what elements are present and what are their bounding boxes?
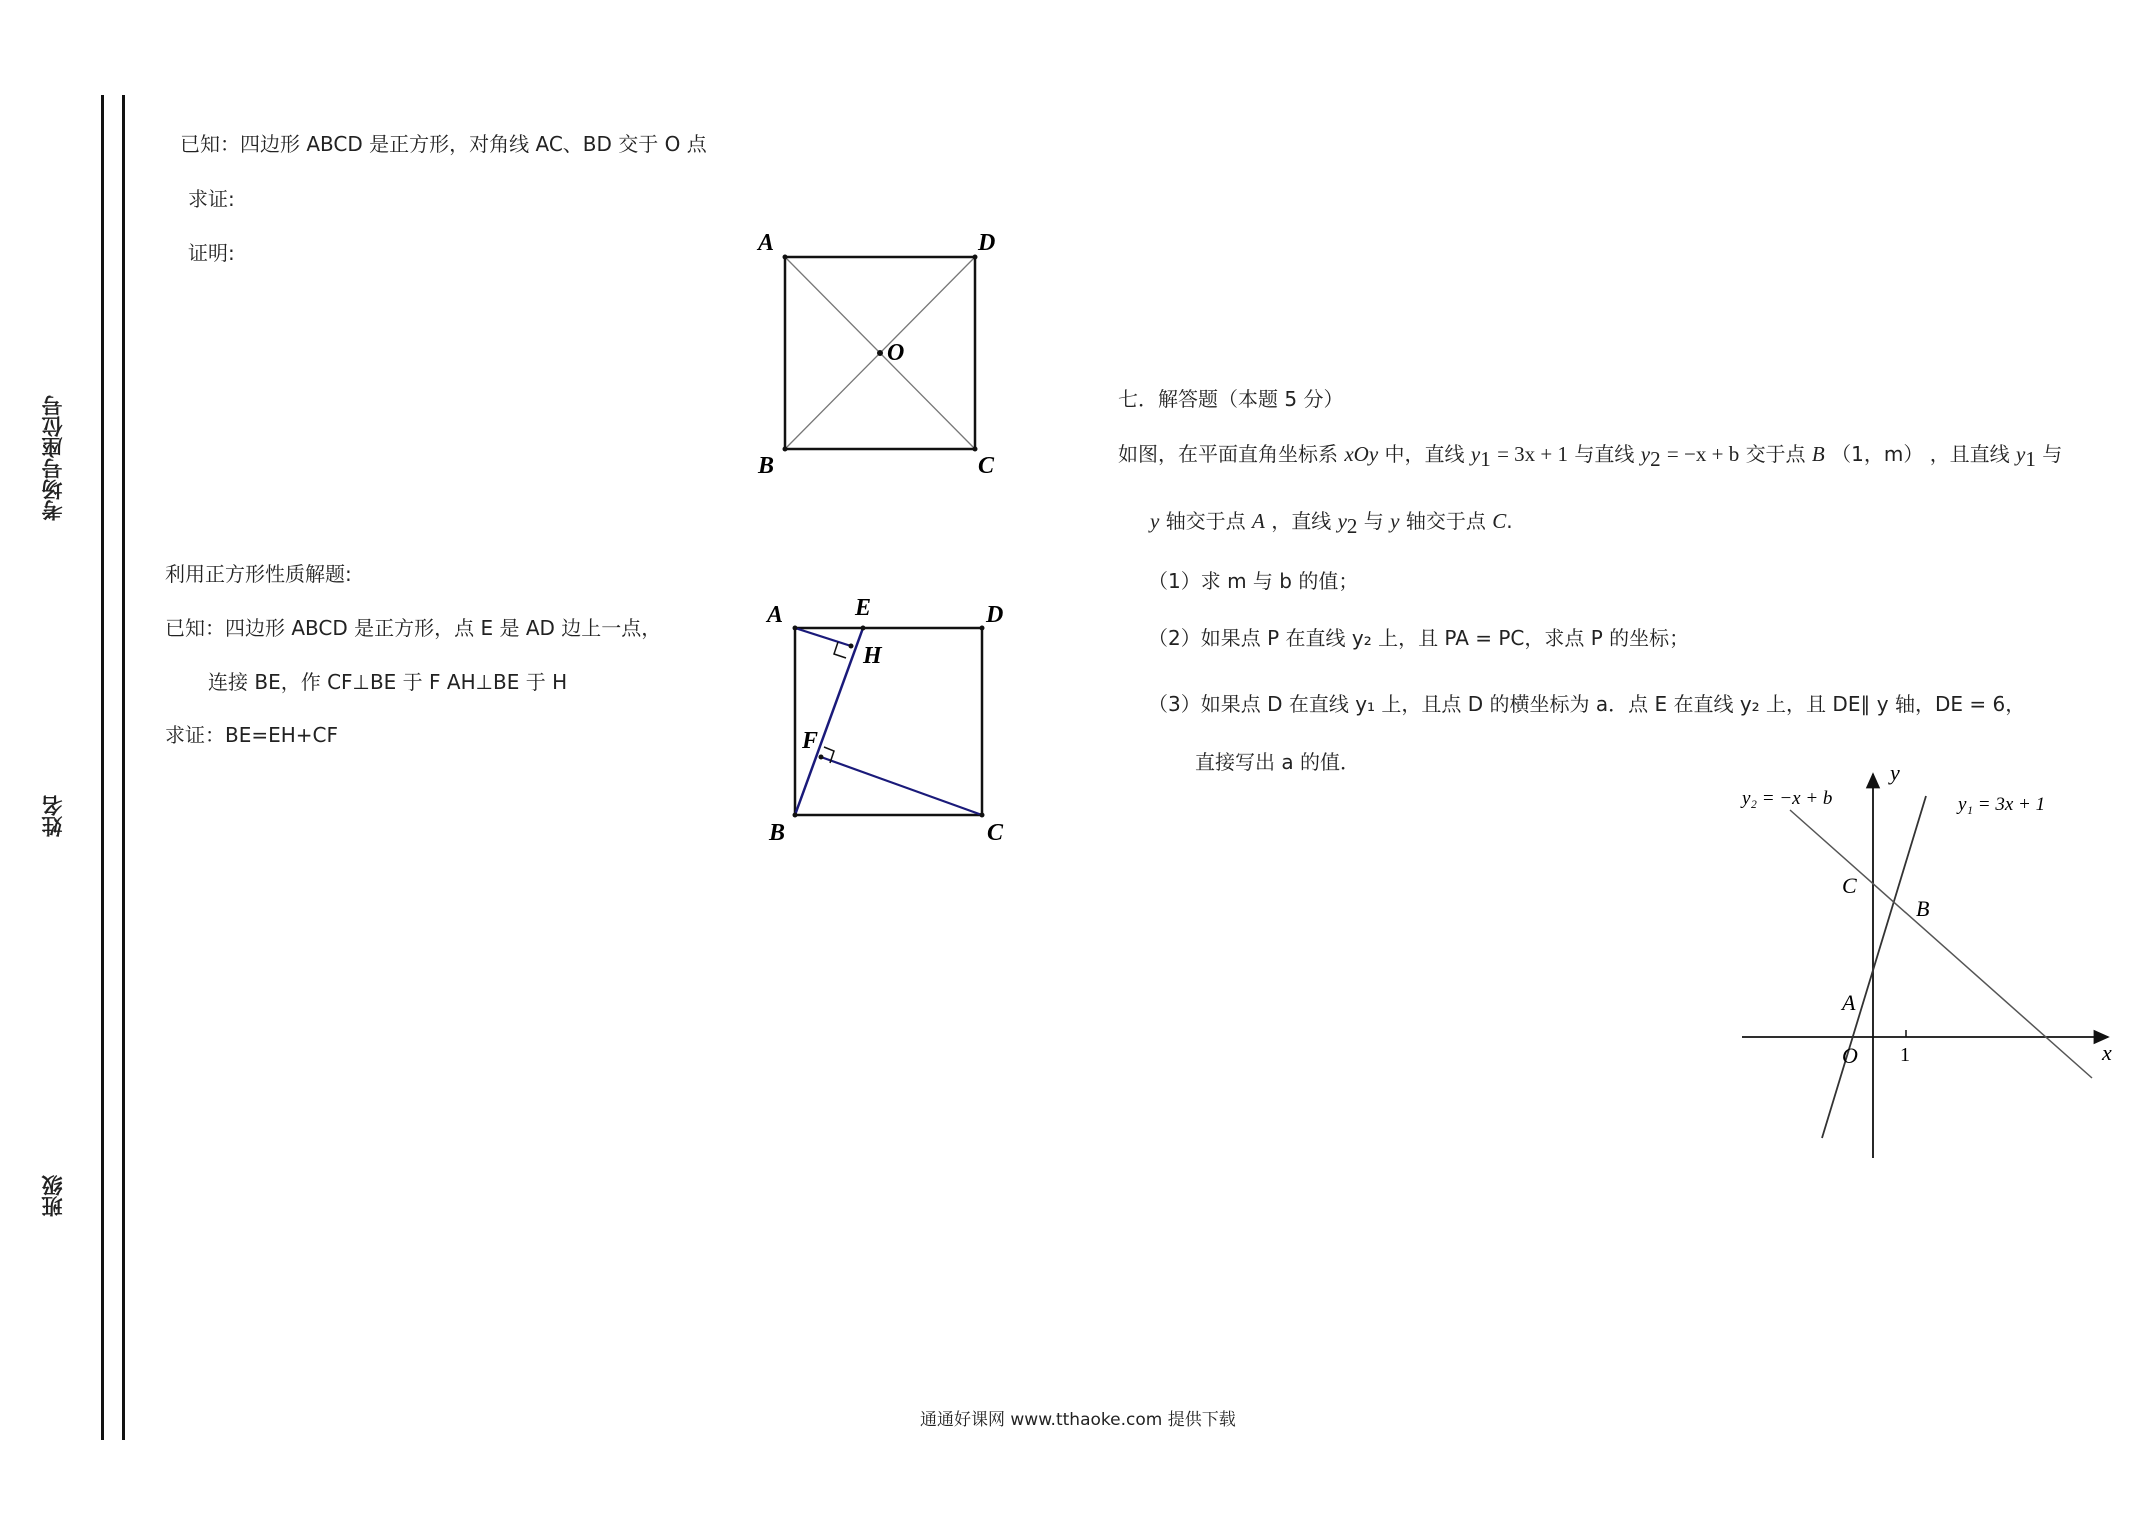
stem-text: 与直线: [1574, 442, 1635, 466]
line1-equation: = 3x + 1: [1497, 442, 1569, 466]
fig2-point-d: D: [986, 602, 1004, 628]
square-diagonals-figure: [745, 220, 1010, 480]
graph-point-a: A: [1842, 990, 1856, 1015]
stem-text: .: [1506, 509, 1513, 533]
fig2-point-e: E: [855, 595, 872, 621]
binding-line-right: [122, 95, 125, 1440]
problem1-prove: 求证:: [188, 187, 235, 211]
problem7-stem-line1: [1118, 438, 2062, 472]
problem1-given: 已知：四边形 ABCD 是正方形，对角线 AC、BD 交于 O 点: [180, 132, 707, 156]
graph-point-b: B: [1916, 896, 1930, 921]
origin-label: O: [1842, 1043, 1858, 1068]
y2-symbol: y: [1640, 442, 1651, 466]
y2-subscript: 2: [1346, 514, 1358, 538]
problem7-question3: （3）如果点 D 在直线 y₁ 上，且点 D 的横坐标为 a．点 E 在直线 y₂ 上，且 DE∥ y 轴，DE = 6，: [1148, 692, 2026, 716]
stem-text: 与: [1363, 509, 1384, 533]
fig2-point-b: B: [769, 820, 786, 846]
stem-xoy: xOy: [1344, 442, 1379, 466]
point-b: B: [1811, 442, 1825, 466]
stem-text: 与: [2042, 442, 2063, 466]
problem1-proof: 证明:: [188, 241, 235, 265]
graph-point-c: C: [1842, 873, 1857, 898]
square-perpendicular-figure: [745, 585, 1020, 850]
problem2-given2: 连接 BE，作 CF⊥BE 于 F AH⊥BE 于 H: [208, 670, 568, 694]
y2-symbol: y: [1337, 509, 1347, 533]
line2-equation: = −x + b: [1666, 442, 1740, 466]
line1-label: y₁ = 3x + 1: [1958, 794, 2046, 815]
stem-text: ，且直线: [1929, 442, 2010, 466]
fig1-point-b: B: [758, 453, 775, 479]
stem-text: 中，直线: [1384, 442, 1465, 466]
line2-label: y₂ = −x + b: [1742, 788, 1833, 809]
problem7-stem-line2: [1150, 505, 1513, 539]
y1-symbol: y: [2016, 442, 2026, 466]
fig1-point-a: A: [758, 230, 775, 256]
problem7-heading: 七．解答题（本题 5 分）: [1118, 387, 1344, 411]
seat-number-label: 考场号座位号: [41, 395, 65, 521]
binding-line-left: [101, 95, 104, 1440]
x-axis-label: x: [2102, 1040, 2112, 1065]
stem-text: 轴交于点: [1405, 509, 1486, 533]
fig1-point-d: D: [978, 230, 996, 256]
stem-text: 轴交于点: [1165, 509, 1246, 533]
fig2-point-h: H: [863, 643, 882, 669]
point-c: C: [1492, 509, 1507, 533]
fig1-point-o: O: [887, 340, 905, 366]
y1-subscript: 1: [2025, 447, 2036, 471]
problem7-question3-cont: 直接写出 a 的值．: [1195, 750, 1360, 774]
fig2-point-f: F: [802, 728, 819, 754]
fig1-point-c: C: [978, 453, 995, 479]
page-footer: 通通好课网 www.tthaoke.com 提供下载: [920, 1410, 1236, 1430]
class-label: 班级: [41, 1175, 65, 1217]
y-axis-symbol: y: [1390, 509, 1400, 533]
y-axis-label: y: [1890, 760, 1900, 785]
y1-symbol: y: [1470, 442, 1481, 466]
problem7-question2: （2）如果点 P 在直线 y₂ 上，且 PA = PC，求点 P 的坐标；: [1148, 626, 1690, 650]
problem2-intro: 利用正方形性质解题:: [165, 562, 352, 586]
y-axis-symbol: y: [1150, 509, 1160, 533]
point-a: A: [1252, 509, 1265, 533]
coordinate-graph: [1730, 760, 2120, 1160]
y2-subscript: 2: [1650, 447, 1661, 471]
tick-label: 1: [1900, 1044, 1910, 1066]
fig2-point-c: C: [987, 820, 1004, 846]
fig2-point-a: A: [767, 602, 784, 628]
stem-text: 如图，在平面直角坐标系: [1118, 442, 1338, 466]
problem2-prove: 求证：BE=EH+CF: [165, 723, 339, 747]
stem-text: ，直线: [1271, 509, 1332, 533]
point-b-coords: （1，m）: [1831, 442, 1924, 466]
problem7-question1: （1）求 m 与 b 的值；: [1148, 569, 1359, 593]
line-y1: [1822, 796, 1926, 1138]
y1-subscript: 1: [1480, 447, 1491, 471]
name-label: 姓名: [41, 795, 65, 837]
stem-text: 交于点: [1745, 442, 1806, 466]
problem2-given1: 已知：四边形 ABCD 是正方形，点 E 是 AD 边上一点，: [165, 616, 662, 640]
